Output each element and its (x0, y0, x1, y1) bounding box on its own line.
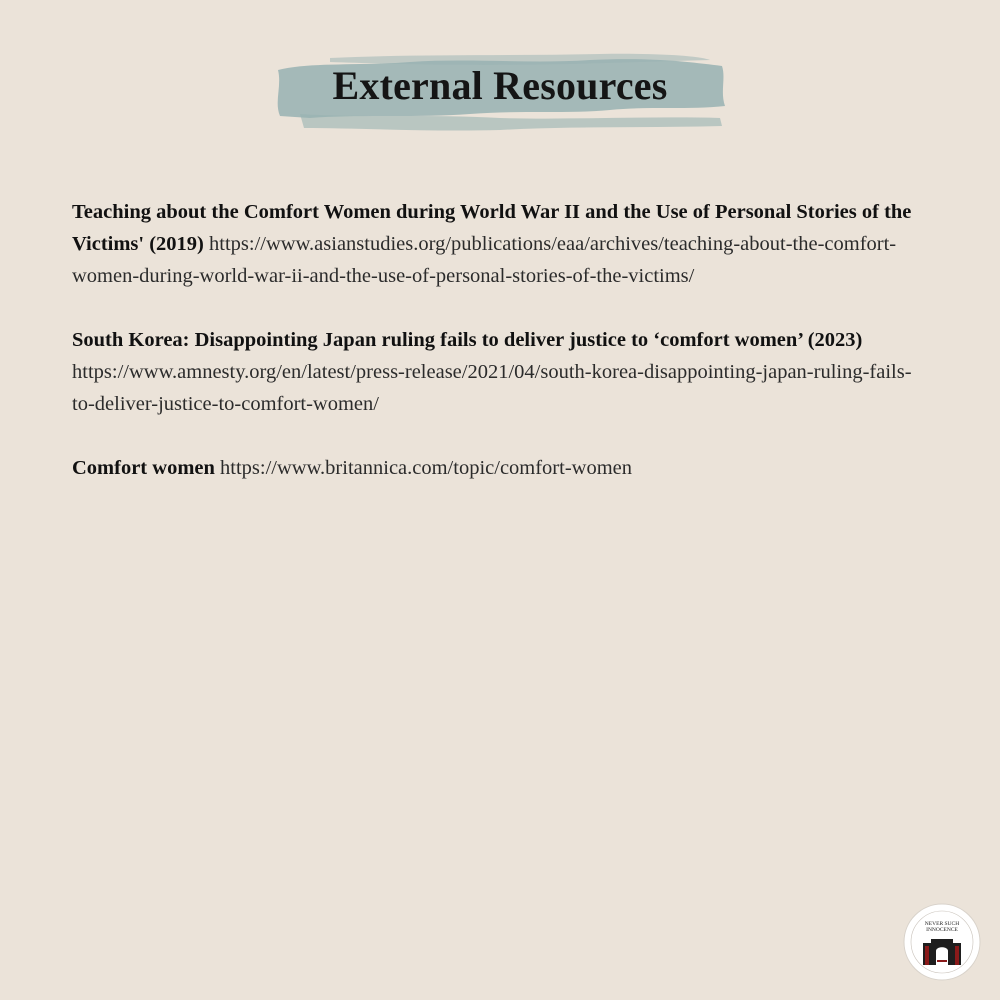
never-such-innocence-logo-icon (903, 903, 981, 981)
resource-link[interactable]: https://www.amnesty.org/en/latest/press-release/2021/04/south-korea-disappointing-japan-ruling-fails-to-deliver-justice-to-comfort-women/ (72, 361, 912, 415)
resource-title: South Korea: Disappointing Japan ruling fails to deliver justice to ‘comfort women’ (2023) (72, 329, 863, 351)
resource-list (72, 196, 932, 516)
title-banner (270, 48, 730, 144)
resource-title: Teaching about the Comfort Women during World War II and the Use of Personal Stories of the Victims' (2019) (72, 201, 912, 255)
logo-text-line2: INNOCENCE (926, 927, 958, 933)
page-title: External Resources (332, 63, 668, 108)
resource-item (72, 324, 932, 420)
resource-link[interactable]: https://www.britannica.com/topic/comfort-women (220, 457, 633, 479)
resource-item (72, 452, 932, 484)
resource-item (72, 196, 932, 292)
resource-link[interactable]: https://www.asianstudies.org/publications/eaa/archives/teaching-about-the-comfort-women-during-world-war-ii-and-the-use-of-personal-stories-of-the-victims/ (72, 233, 897, 287)
resource-title: Comfort women (72, 457, 215, 479)
logo-text-line1: NEVER SUCH (924, 921, 960, 927)
